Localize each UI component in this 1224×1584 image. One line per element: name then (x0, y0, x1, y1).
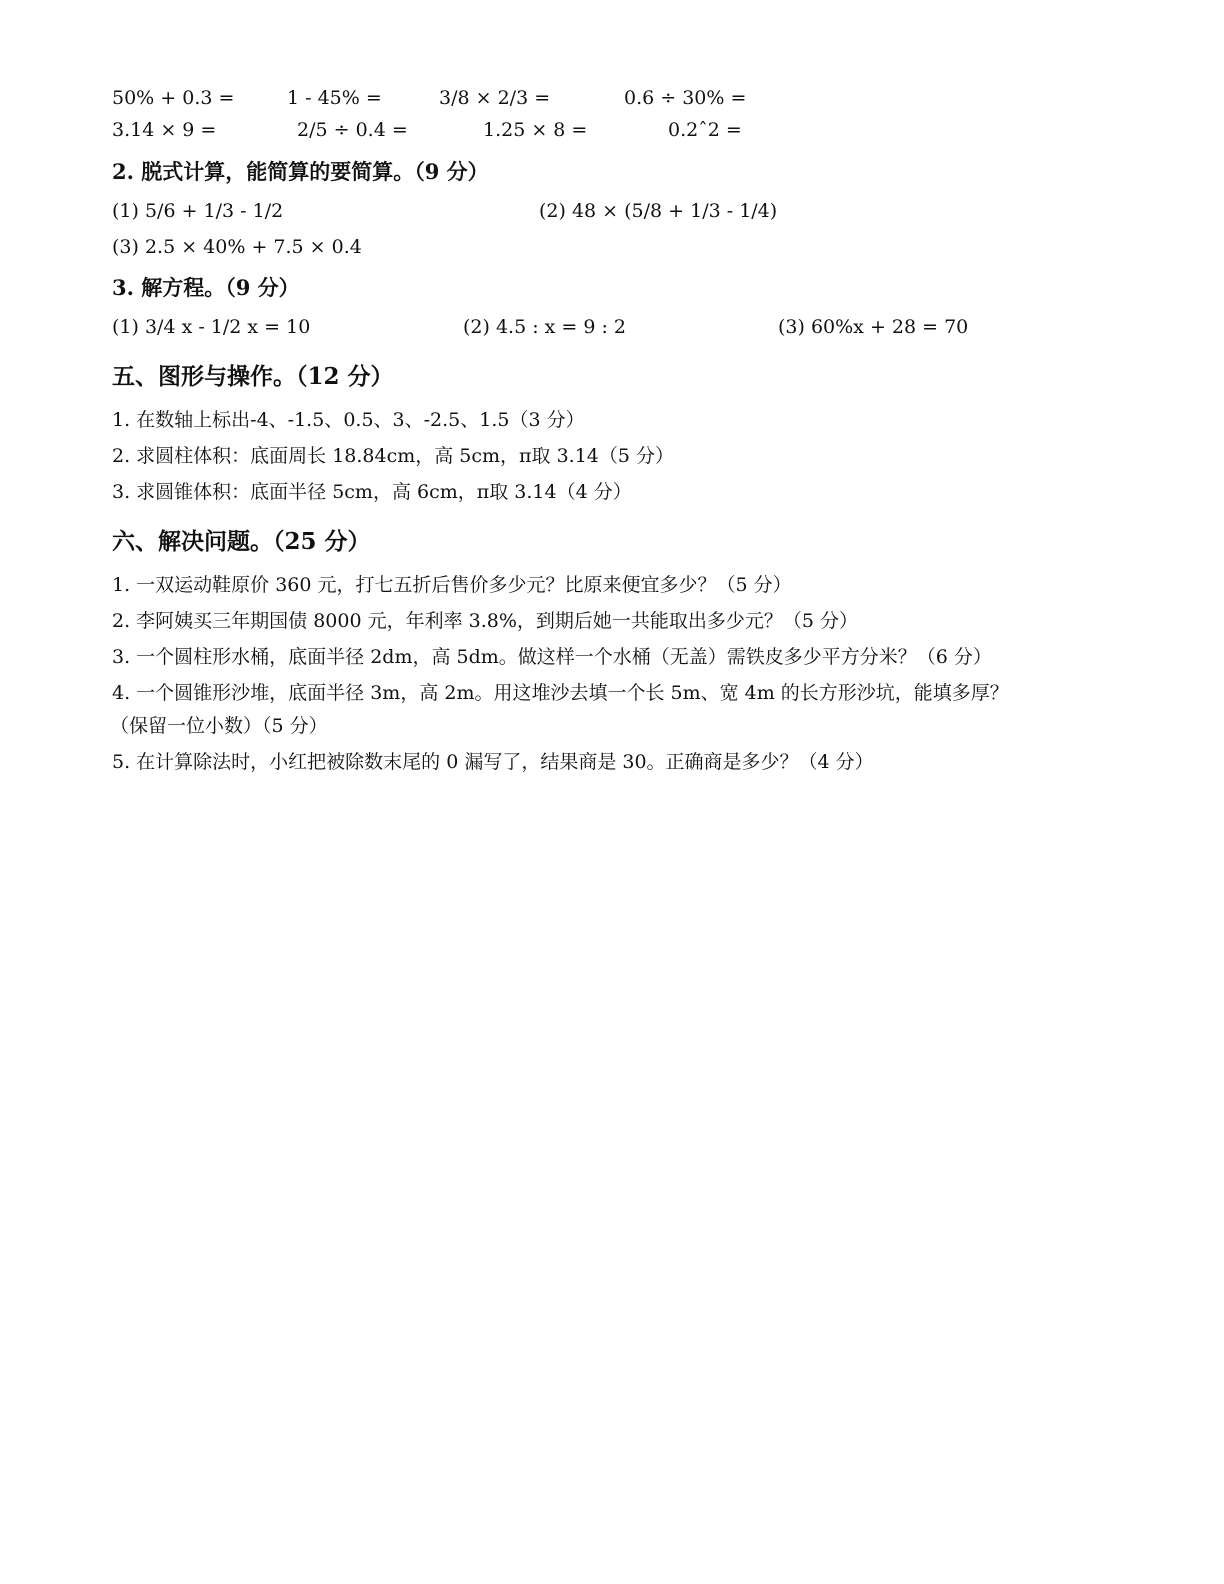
section-6-item-5: 5. 在计算除法时，小红把被除数末尾的 0 漏写了，结果商是 30。正确商是多少？（4 分） (112, 751, 874, 773)
oral-calc-item: 0.2ˆ2 = (668, 119, 742, 141)
section-5-title: 五、图形与操作。（12 分） (112, 363, 394, 390)
oral-calc-item: 3.14 × 9 = (112, 119, 217, 141)
section-6-item-2: 2. 李阿姨买三年期国债 8000 元，年利率 3.8%，到期后她一共能取出多少元？（5 分） (112, 610, 859, 632)
section-6-item-3: 3. 一个圆柱形水桶，底面半径 2dm，高 5dm。做这样一个水桶（无盖）需铁皮多少平方分米？（6 分） (112, 646, 992, 668)
oral-calc-item: 50% + 0.3 = (112, 87, 235, 109)
oral-calc-item: 1 - 45% = (287, 87, 382, 109)
section-6-title: 六、解决问题。（25 分） (112, 528, 371, 555)
q3-heading: 3. 解方程。（9 分） (112, 275, 300, 300)
section-5-item-2: 2. 求圆柱体积：底面周长 18.84cm，高 5cm，π取 3.14（5 分） (112, 445, 675, 467)
oral-calc-item: 0.6 ÷ 30% = (624, 87, 747, 109)
section-5-item-3: 3. 求圆锥体积：底面半径 5cm，高 6cm，π取 3.14（4 分） (112, 481, 632, 503)
oral-calc-item: 1.25 × 8 = (483, 119, 588, 141)
q2-item: (1) 5/6 + 1/3 - 1/2 (112, 200, 284, 222)
q2-heading: 2. 脱式计算，能简算的要简算。（9 分） (112, 159, 489, 184)
q2-item: (3) 2.5 × 40% + 7.5 × 0.4 (112, 236, 362, 258)
section-6-item-1: 1. 一双运动鞋原价 360 元，打七五折后售价多少元？比原来便宜多少？（5 分） (112, 574, 792, 596)
section-5-item-1: 1. 在数轴上标出-4、-1.5、0.5、3、-2.5、1.5（3 分） (112, 409, 585, 431)
section-6-item-4: 4. 一个圆锥形沙堆，底面半径 3m，高 2m。用这堆沙去填一个长 5m、宽 4m 的长方形沙坑，能填多厚？ (112, 682, 1009, 704)
oral-calc-item: 3/8 × 2/3 = (439, 87, 551, 109)
q3-item: (1) 3/4 x - 1/2 x = 10 (112, 316, 311, 338)
q3-item: (3) 60%x + 28 = 70 (778, 316, 969, 338)
section-6-item-4-continued: （保留一位小数）（5 分） (110, 715, 328, 737)
q2-item: (2) 48 × (5/8 + 1/3 - 1/4) (539, 200, 778, 222)
oral-calc-item: 2/5 ÷ 0.4 = (297, 119, 408, 141)
q3-item: (2) 4.5 : x = 9 : 2 (463, 316, 627, 338)
